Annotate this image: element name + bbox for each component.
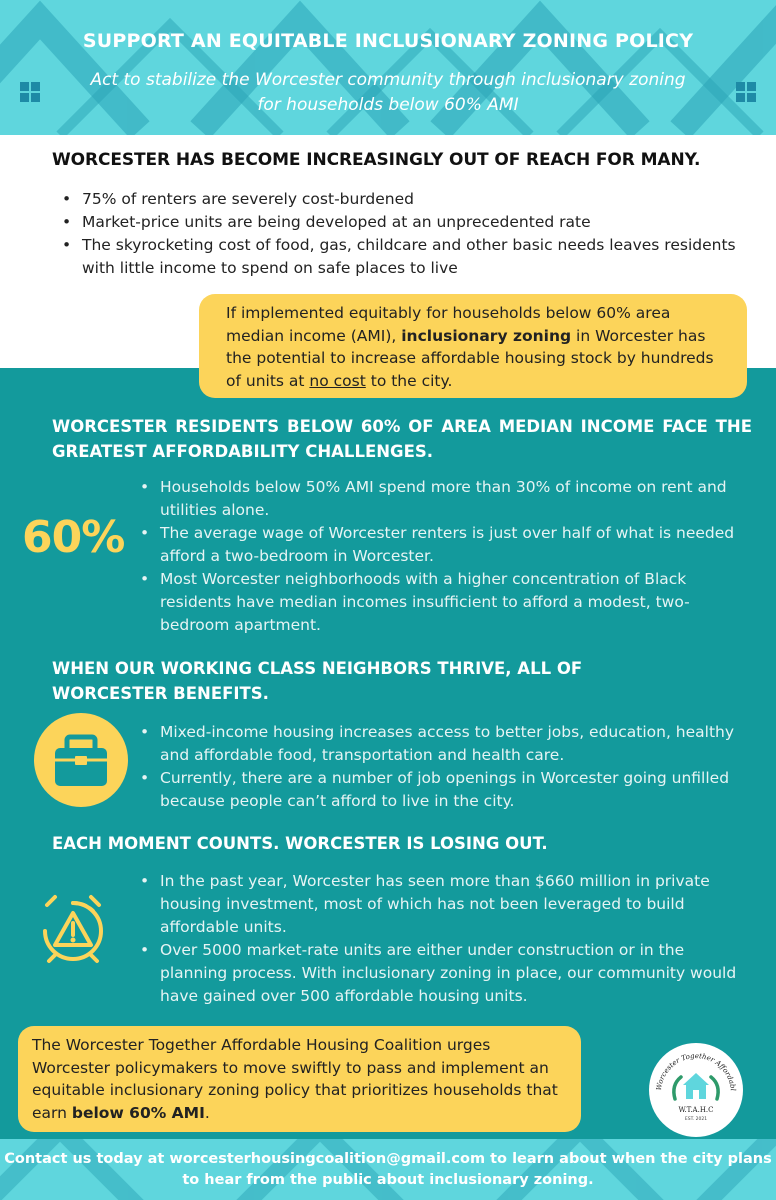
list-item: • Households below 50% AMI spend more than 30% of income on rent and utilities alone. <box>136 476 754 522</box>
list-item: • In the past year, Worcester has seen more than $660 million in private housing investment, most of which has not been leveraged to build affordable units. <box>136 870 754 939</box>
wtahc-logo <box>641 1041 751 1139</box>
page-title: SUPPORT AN EQUITABLE INCLUSIONARY ZONING POLICY <box>82 30 694 52</box>
section2-heading: WORCESTER RESIDENTS BELOW 60% OF AREA MEDIAN INCOME FACE THE GREATEST AFFORDABILITY CHALLENGES. <box>52 417 752 461</box>
logo-ring-text: Worcester Together Affordable <box>654 1051 737 1092</box>
briefcase-icon <box>33 712 129 808</box>
list-item: • Over 5000 market-rate units are either under construction or in the planning process. With inclusionary zoning in place, our community would have gained over 500 affordable housing units. <box>136 939 754 1008</box>
footer-banner <box>0 1139 776 1200</box>
section2-bullets <box>136 476 754 637</box>
list-item: • The average wage of Worcester renters is just over half of what is needed afford a two-bedroom in Worcester. <box>136 522 754 568</box>
callout-underlined-term: no cost <box>309 371 366 390</box>
section3-bullets <box>136 721 754 813</box>
contact-footer-text: Contact us today at worcesterhousingcoalition@gmail.com to learn about when the city plans to hear from the public about inclusionary zoning. <box>4 1151 772 1188</box>
list-item: • Currently, there are a number of job openings in Worcester going unfilled because people can’t afford to live in the city. <box>136 767 754 813</box>
section4-heading: EACH MOMENT COUNTS. WORCESTER IS LOSING OUT. <box>52 834 548 853</box>
logo-initials: W.T.A.H.C <box>678 1106 714 1114</box>
section1-bullets <box>58 188 758 280</box>
list-item: • Mixed-income housing increases access to better jobs, education, healthy and affordable food, transportation and health care. <box>136 721 754 767</box>
sixty-percent-stat: 60% <box>22 512 125 563</box>
list-item: • 75% of renters are severely cost-burdened <box>58 188 758 211</box>
coalition-callout: The Worcester Together Affordable Housing Coalition urges Worcester policymakers to move swiftly to pass and implement an equitable inclusionary zoning policy that prioritizes households that earn below 60% AMI. <box>18 1026 581 1132</box>
list-item: • The skyrocketing cost of food, gas, childcare and other basic needs leaves residents with little income to spend on safe places to live <box>58 234 758 280</box>
header-banner <box>0 0 776 135</box>
callout-bold-term: below 60% AMI <box>71 1103 205 1122</box>
list-item: • Most Worcester neighborhoods with a higher concentration of Black residents have median incomes insufficient to afford a modest, two-bedroom apartment. <box>136 568 754 637</box>
list-item: • Market-price units are being developed at an unprecedented rate <box>58 211 758 234</box>
logo-established: EST. 2021 <box>684 1117 708 1122</box>
coalition-logo-icon <box>641 1041 751 1139</box>
section3-heading: WHEN OUR WORKING CLASS NEIGHBORS THRIVE, ALL OF WORCESTER BENEFITS. <box>52 659 583 703</box>
page-subtitle: Act to stabilize the Worcester community through inclusionary zoning for households below 60% AMI <box>90 70 686 115</box>
alarm-clock-icon <box>33 887 113 967</box>
section1-heading: WORCESTER HAS BECOME INCREASINGLY OUT OF REACH FOR MANY. <box>52 150 701 170</box>
inclusionary-zoning-callout: If implemented equitably for households below 60% area median income (AMI), inclusionary zoning in Worcester has the potential to increase affordable housing stock by hundreds of units at no cost to the city. <box>199 294 747 398</box>
callout-bold-term: inclusionary zoning <box>401 326 572 345</box>
section4-bullets <box>136 870 754 1008</box>
